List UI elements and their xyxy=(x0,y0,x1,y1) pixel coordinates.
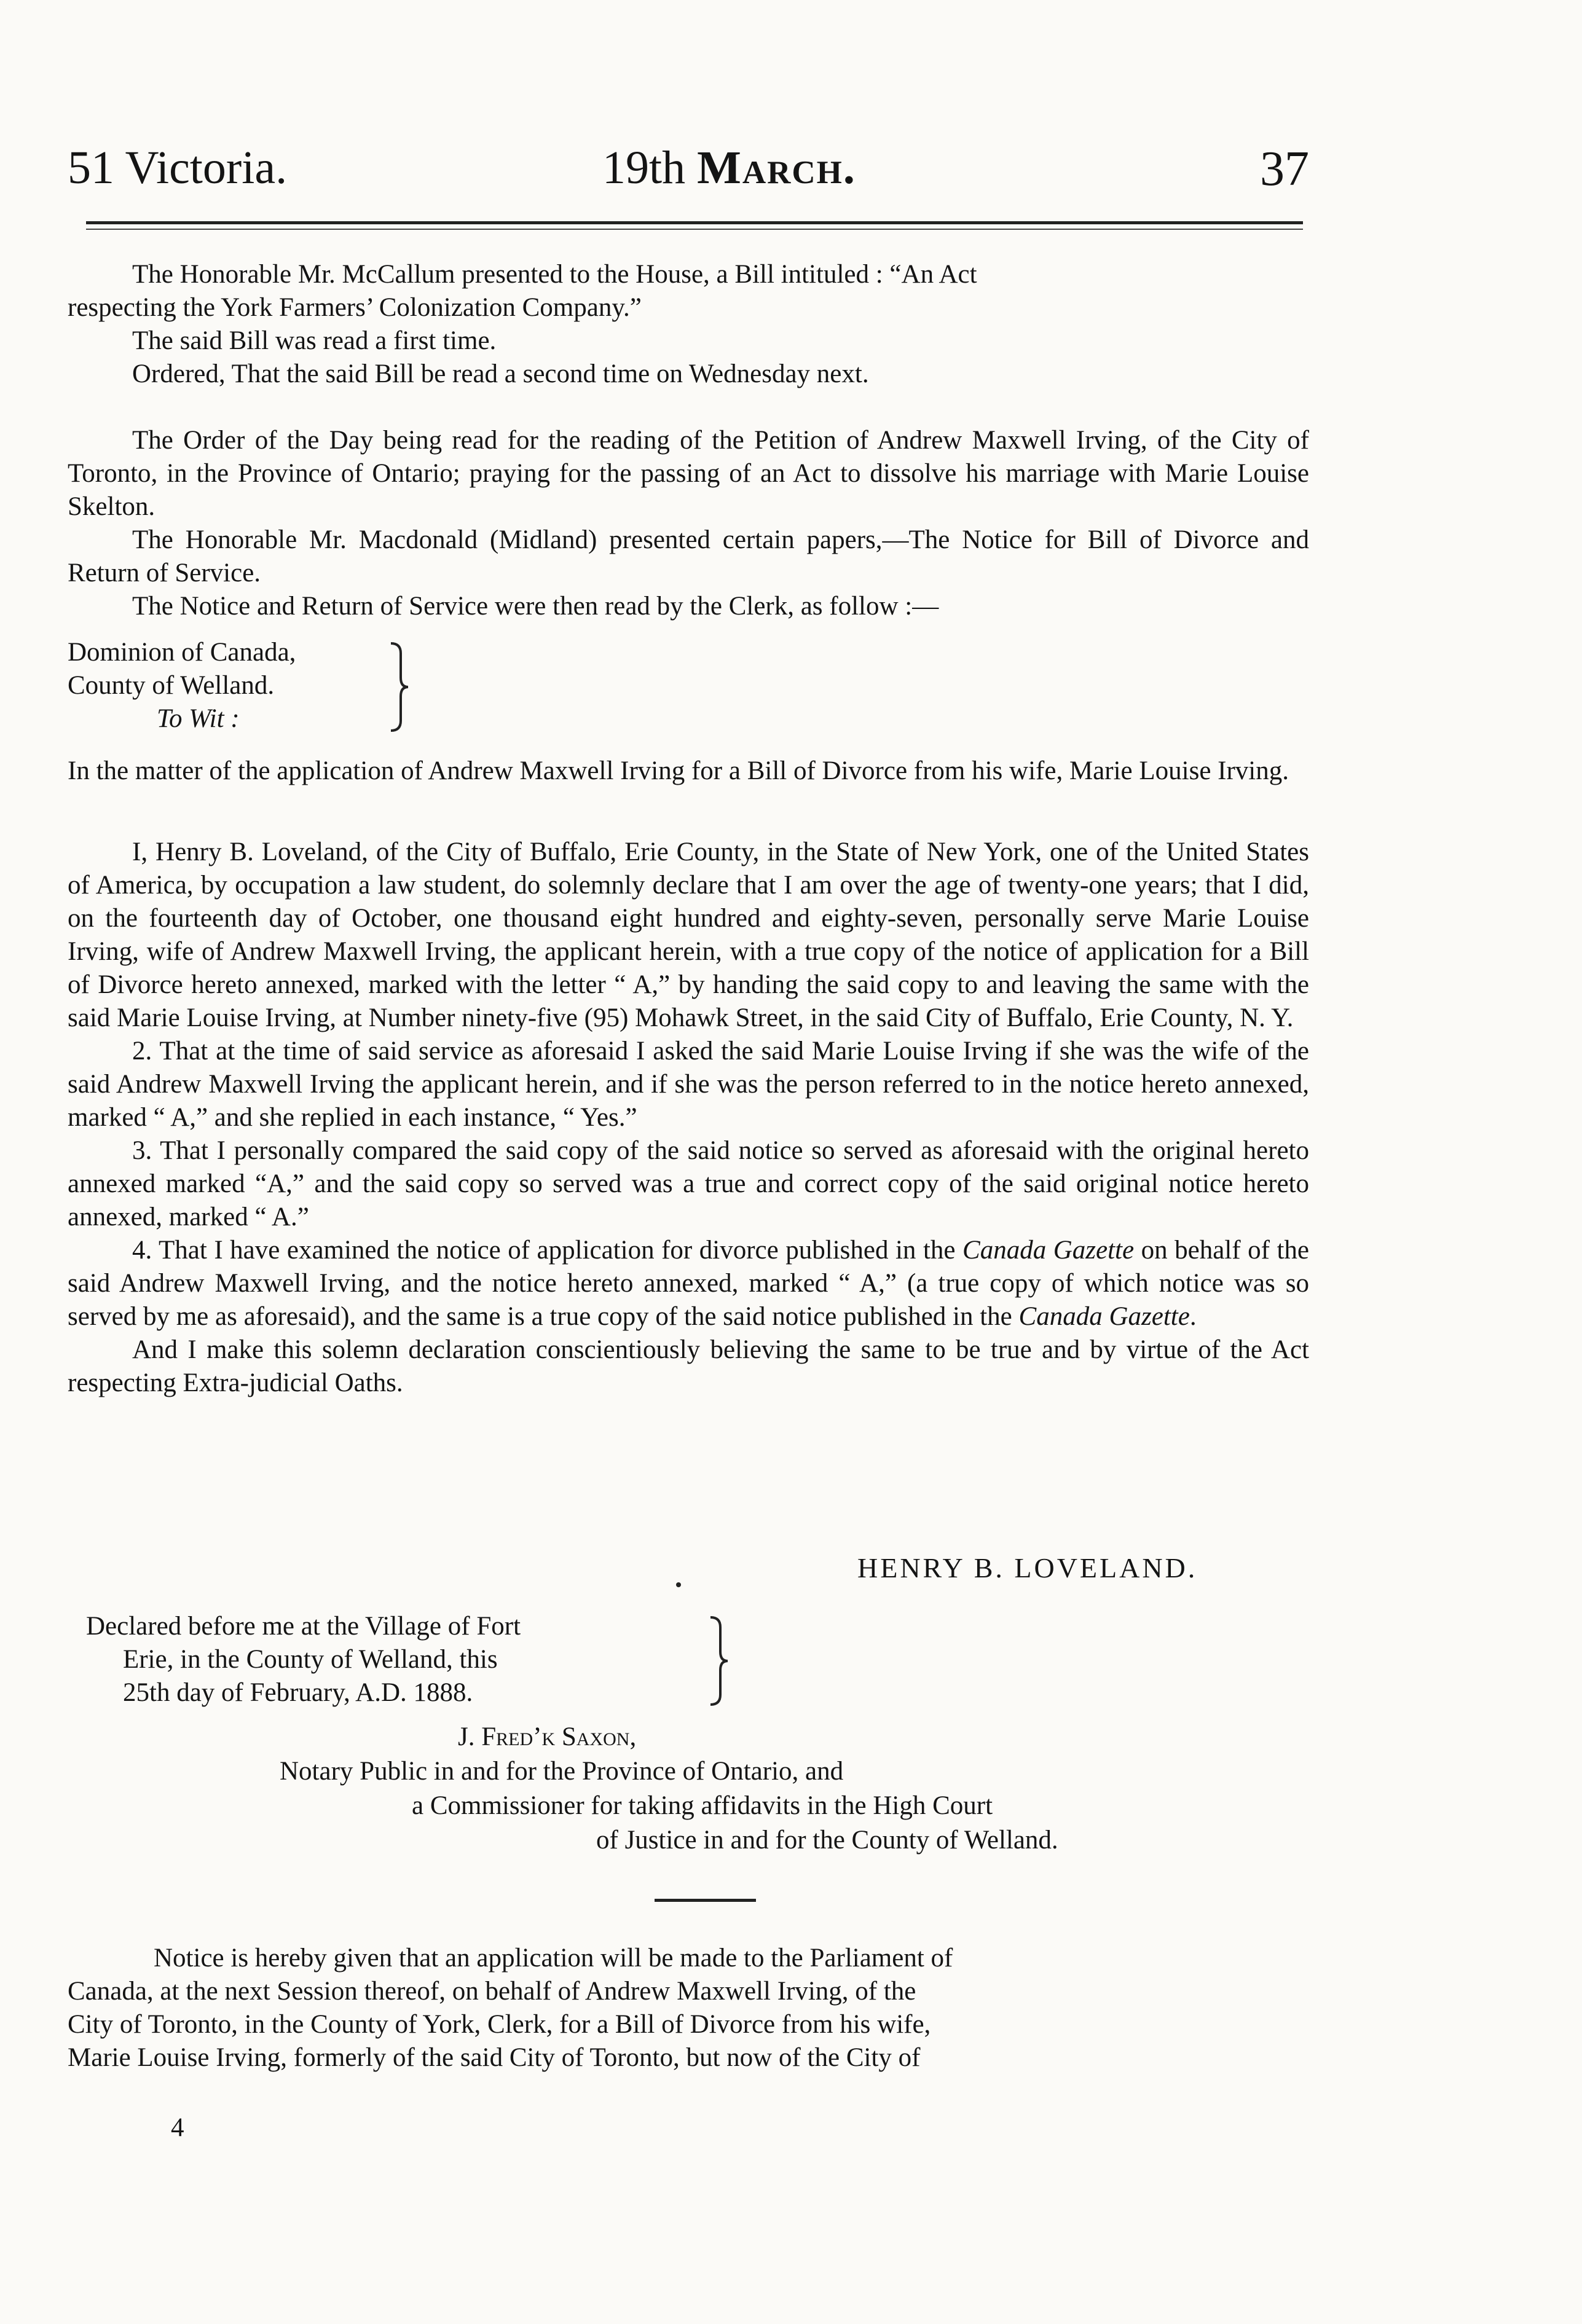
clerk-reading: The Notice and Return of Service were then read by the Clerk, as follow :— xyxy=(132,592,939,621)
para-4-text-c: . xyxy=(1189,1302,1197,1331)
bill-line-2: respecting the York Farmers’ Colonization Company.” xyxy=(68,293,642,322)
bill-introduction xyxy=(68,258,1309,391)
venue-block xyxy=(68,636,296,736)
notary-line-2: a Commissioner for taking affidavits in the High Court xyxy=(412,1791,993,1820)
declared-line-3: 25th day of February, A.D. 1888. xyxy=(123,1678,473,1707)
notary-name-text: J. Fred’k Saxon, xyxy=(458,1722,637,1751)
declaration-para-3: 3. That I personally compared the said copy of the said notice so served as aforesaid with the original hereto annexed marked “A,” and the said copy so served was a true and correct copy of the said original notice hereto annexed, marked “ A.” xyxy=(68,1136,1309,1231)
divorce-notice xyxy=(68,1942,1315,2075)
venue-county: County of Welland. xyxy=(68,671,275,700)
papers-presented: The Honorable Mr. Macdonald (Midland) presented certain papers,—The Notice for Bill of Divorce and Return of Service. xyxy=(68,525,1309,587)
declarant-signature: HENRY B. LOVELAND. xyxy=(857,1552,1198,1584)
declaration-para-5: And I make this solemn declaration conscientiously believing the same to be true and by virtue of the Act respecting Extra-judicial Oaths. xyxy=(68,1335,1309,1397)
declared-line-2: Erie, in the County of Welland, this xyxy=(123,1645,498,1674)
first-reading: The said Bill was read a first time. xyxy=(132,326,497,355)
bill-line-1: The Honorable Mr. McCallum presented to the House, a Bill intituled : “An Act xyxy=(132,260,977,289)
second-reading-order: Ordered, That the said Bill be read a second time on Wednesday next. xyxy=(132,359,869,388)
matter-heading xyxy=(68,755,1309,788)
gazette-ref-1: Canada Gazette xyxy=(962,1236,1135,1265)
header-session: 51 Victoria. xyxy=(68,142,288,194)
notice-line-2: Canada, at the next Session thereof, on behalf of Andrew Maxwell Irving, of the xyxy=(68,1977,916,2006)
venue-to-wit xyxy=(68,702,296,736)
venue-dominion: Dominion of Canada, xyxy=(68,638,296,667)
petition-section xyxy=(68,424,1309,623)
matter-text: In the matter of the application of Andrew Maxwell Irving for a Bill of Divorce from his wife, Marie Louise Irving. xyxy=(68,756,1289,785)
order-of-day: The Order of the Day being read for the reading of the Petition of Andrew Maxwell Irving, of the City of Toronto, in the Province of Ontario; praying for the passing of an Act to dissolve his marriage with Marie Louise Skelton. xyxy=(68,426,1309,521)
venue-to-wit-text: To Wit : xyxy=(157,704,240,733)
header-date-day: 19th xyxy=(602,142,698,194)
declared-line-1: Declared before me at the Village of Fort xyxy=(86,1612,521,1641)
declared-brace xyxy=(707,1615,731,1707)
notary-line-1: Notary Public in and for the Province of Ontario, and xyxy=(280,1757,844,1786)
header-rule xyxy=(86,221,1303,224)
section-separator xyxy=(655,1899,756,1902)
stray-dot xyxy=(676,1582,681,1587)
header-rule-thin xyxy=(86,229,1303,230)
declaration-body xyxy=(68,836,1309,1400)
para-4-text-b: on behalf of the said Andrew Maxwell Irving, and the notice hereto annexed, marked “ A,” (a true copy of which notice was so served by me as aforesaid), and the same is a true copy of the said notice published in the xyxy=(68,1236,1309,1331)
signature-mark: 4 xyxy=(171,2113,184,2142)
declaration-para-1: I, Henry B. Loveland, of the City of Buffalo, Erie County, in the State of New York, one of the United States of America, by occupation a law student, do solemnly declare that I am over the age of twenty-one years; that I did, on the fourteenth day of October, one thousand eight hundred and eighty-seven, personally serve Marie Louise Irving, wife of Andrew Maxwell Irving, the applicant herein, with a true copy of the notice of application for a Bill of Divorce hereto annexed, marked with the letter “ A,” by handing the said copy to and leaving the same with the said Marie Louise Irving, at Number ninety-five (95) Mohawk Street, in the said City of Buffalo, Erie County, N. Y. xyxy=(68,838,1309,1032)
declaration-para-2: 2. That at the time of said service as aforesaid I asked the said Marie Louise Irving if she was the wife of the said Andrew Maxwell Irving the applicant herein, and if she was the person referred to in the notice hereto annexed, marked “ A,” and she replied in each instance, “ Yes.” xyxy=(68,1037,1309,1132)
gazette-ref-2: Canada Gazette xyxy=(1018,1302,1190,1331)
para-4-text-a: 4. That I have examined the notice of application for divorce published in the xyxy=(132,1236,963,1265)
notice-line-1: Notice is hereby given that an application will be made to the Parliament of xyxy=(154,1944,953,1973)
page-header xyxy=(68,141,1309,203)
notice-line-4: Marie Louise Irving, formerly of the said City of Toronto, but now of the City of xyxy=(68,2043,921,2072)
declaration-para-4 xyxy=(68,1234,1309,1333)
header-date-month: March. xyxy=(697,142,856,194)
notice-line-3: City of Toronto, in the County of York, Clerk, for a Bill of Divorce from his wife, xyxy=(68,2010,931,2039)
declared-before-block xyxy=(86,1610,521,1710)
notary-name xyxy=(458,1721,636,1754)
notary-line-3: of Justice in and for the County of Welland. xyxy=(596,1826,1058,1855)
venue-brace xyxy=(387,641,412,733)
page-number: 37 xyxy=(1260,142,1309,196)
header-date xyxy=(602,141,856,195)
